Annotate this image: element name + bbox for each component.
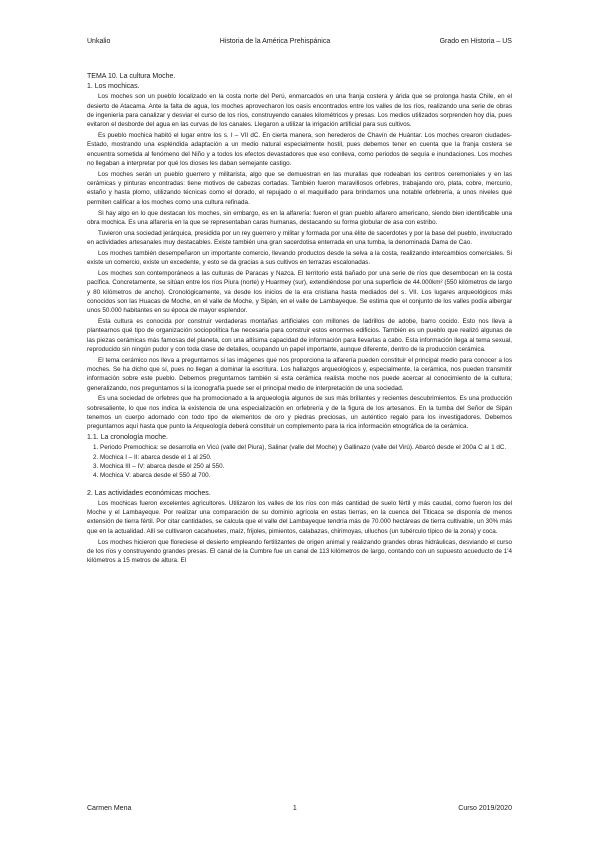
footer-author: Carmen Mena [87, 805, 132, 812]
paragraph: Los moches hicieron que floreciese el desierto empleando fertilizantes de origen animal y realizando grandes obras hidráulicas, desviando el curso de los ríos y construyendo grandes presas. El canal de la Cumbre fue un canal de 113 kilómetros de largo, contando con un supuesto acueducto de 1'4 kilómetros a 15 metros de altura. El [87, 538, 512, 565]
chronology-item: 2. Mochica I – II: abarca desde el 1 al 250. [93, 453, 212, 461]
spacer [87, 481, 512, 489]
chronology-item: 4. Mochica V: abarca desde el 550 al 700. [93, 472, 211, 480]
header-author: Unkalio [87, 38, 111, 45]
paragraph: El tema cerámico nos lleva a preguntarnos si las imágenes que nos proporciona la alfarería pueden constituir el principal medio para conocer a los moches. Se ha dicho que sí, pues no llegan a dominar la escritura. Los hallazgos arqueológicos y, especialmente, la cerámica, nos pueden transmitir información sobre este pueblo. Debemos preguntarnos también si esta cerámica realista moche nos puede acercar al conocimiento de la cultura; generalizando, nos preguntamos si la iconografía puede ser el principal medio de interpretación de una sociedad. [87, 356, 512, 392]
paragraph: Es pueblo mochica habitó el lugar entre los s. I – VII dC. En cierta manera, son herederos de Chavín de Huántar. Los moches crearon ciudades-Estado, mostrando una espléndida adaptación a un medio natural especialmente hostil, pues debemos tener en cuenta que la franja costera se encuentra sometida al fenómeno del Niño y a todos los efectos devastadores que eso conlleva, como periodos de sequía e inundaciones. Los moches no llegaban a interpretar por qué los dioses les daban semejante castigo. [87, 132, 512, 167]
page-number: 1 [292, 805, 297, 812]
paragraph: Los moches son un pueblo localizado en la costa norte del Perú, enmarcados en una franja costera y árida que se prolonga hasta Chile, en el desierto de Atacama. Ante la falta de agua, los moches aprovecharon los oasis encontrados entre los valles de los ríos, realizando una serie de obras de ingeniería para canalizar y desviar el curso de los ríos, construyendo canales kilométricos y presas. Los medios utilizados sorprenden hoy día, pues evitaron el desborde del agua en las curvas de los canales. Llegaron a utilizar la irrigación artificial para sus cultivos. [87, 93, 512, 129]
paragraph: Tuvieron una sociedad jerárquica, presidida por un rey guerrero y militar y formada por una élite de sacerdotes y por la base del pueblo, involucrado en actividades artesanales muy destacables. Existe también una gran sacerdotisa enterrada en una tumba, la denominada Dama de Cao. [87, 229, 512, 246]
document-body [87, 72, 512, 567]
paragraph: Los mochicas fueron excelentes agricultores. Utilizaron los valles de los ríos con más cantidad de suelo fértil y más caudal, como fueron los del Moche y el Lambayeque. Por realizar una comparación de su dominio agrícola en estas tierras, en la cuenca del Titicaca se disponía de menos extensión de tierra fértil. Por citar cantidades, se calcula que el valle del Lambayeque tendría más de 70.000 hectáreas de tierra cultivable, un 30% más que en la actualidad. Allí se cultivaron cacahuetes, maíz, frijoles, pimientos, calabazas, chirimoyas, ulluchos (un tubérculo típico de la zona) y coca. [87, 499, 512, 535]
paragraph: Esta cultura es conocida por construir verdaderas montañas artificiales con millones de ladrillos de adobe, barro cocido. Esto nos lleva a plantearnos qué tipo de organización sociopolítica fue necesaria para construir estos enormes edificios. También es un pueblo que realizó algunas de las piezas cerámicas más famosas del planeta, con una altísima capacidad de información para llevarlas a cabo. Esta información llega al tema sexual, reproducido sin ningún pudor y con toda clase de detalles, ocupando un papel importante, aunque diferente, dentro de la producción cerámica. [87, 317, 512, 353]
section-heading-economy: 2. Las actividades económicas moches. [87, 489, 211, 497]
chronology-item: 3. Mochica III – IV: abarca desde el 250 al 550. [93, 462, 225, 470]
topic-title: TEMA 10. La cultura Moche. [87, 73, 176, 80]
page-header [87, 38, 512, 45]
paragraph: Los moches también desempeñaron un importante comercio, llevando productos desde la selva a la costa, realizando intercambios comerciales. Si existe un comercio, existe un excedente, y esto se da gracias a sus cultivos en terrazas escalonadas. [87, 249, 512, 267]
chronology-item: 1. Periodo Premochica: se desarrolla en Vicú (valle del Piura), Salinar (valle del Moche) y Gallinazo (valle del Virú). Abarcó desde el 200a C al 1 dC. [93, 444, 507, 452]
page-footer [87, 805, 512, 812]
paragraph: Es una sociedad de orfebres que ha promocionado a la arqueología algunos de sus más brillantes y recientes descubrimientos. Es una producción sobresaliente, lo que nos indica la existencia de una especialización en orfebrería y de la figura de los artesanos. En la tumba del Señor de Sipán tenemos un cuerpo adornado con todo tipo de elementos de oro y piedras preciosas, un auténtico regalo para los investigadores. Debemos preguntarnos aquí hasta que punto la Arqueología deberá constituir un complemento para la rica información etnográfica de la cerámica. [87, 395, 512, 431]
paragraph: Los moches son contemporáneos a las culturas de Paracas y Nazca. El territorio está bañado por una serie de ríos que desembocan en la costa pacífica. Concretamente, se sitúan entre los ríos Piura (norte) y Huarmey (sur), extendiéndose por una superficie de 44.000km² (550 kilómetros de largo y 80 kilómetros de ancho). Cronológicamente, va desde los inicios de la era cristiana hasta mediados del s. VII. Los lugares arqueológicos más conocidos son las Huacas de Moche, en el valle de Moche, y Sipán, en el valle de Lambayeque. Se estima que el conjunto de los valles podía albergar unos 50.000 habitantes en su época de mayor esplendor. [87, 269, 512, 315]
header-course-title: Historia de la América Prehispánica [219, 38, 331, 45]
subsection-heading-chronology: 1.1. La cronología moche. [87, 434, 168, 442]
paragraph: Los moches serán un pueblo guerrero y militarista, algo que se demuestran en las murallas que rodeaban los centros ceremoniales y en las cerámicas y pinturas encontradas: tiene motivos de cabezas cortadas. También fueron maravillosos orfebres, trabajando oro, plata, cobre, mercurio, estaño y hasta plomo, utilizando técnicas como el dorado, el repujado o el maquillado para brindarnos una notable orfebrería, a unos niveles que permiten calificar a los moches como una cultura refinada. [87, 170, 512, 206]
header-degree: Grado en Historia – US [439, 38, 512, 45]
paragraph: Si hay algo en lo que destacan los moches, sin embargo, es en la alfarería: fueron el gran pueblo alfarero americano, siendo bien identificable una obra mochica. Es una alfarería en la que se representaban caras humanas, destacando su forma globular de asa con estribo. [87, 209, 512, 226]
section-heading-mochicas: 1. Los mochicas. [87, 83, 140, 91]
footer-course-year: Curso 2019/2020 [458, 805, 512, 812]
